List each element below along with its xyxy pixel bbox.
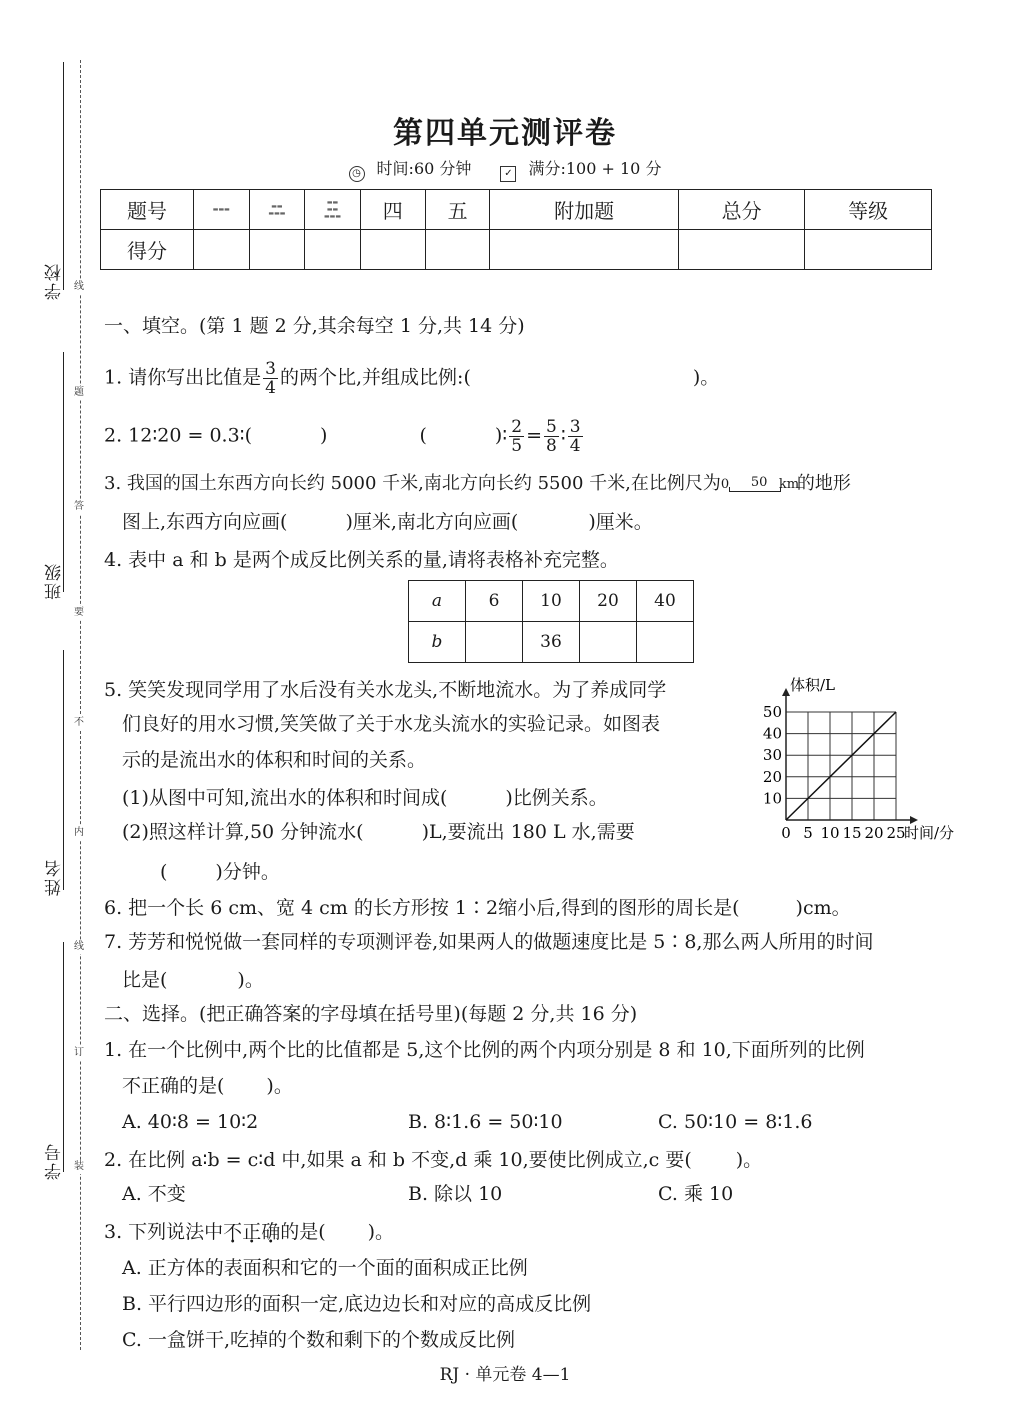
score-cell: 总分 — [678, 190, 805, 230]
fraction — [544, 418, 559, 455]
choice-q3-option-c[interactable]: C. 一盒饼干,吃掉的个数和剩下的个数成反比例 — [122, 1329, 515, 1351]
blurred-mark: ▬▬▬ — [212, 206, 230, 213]
blurred-mark: ▬▬ ▬▬▬ — [268, 202, 286, 217]
fill-q5-line2: 们良好的用水习惯,笑笑做了关于水龙头流水的实验记录。如图表 — [122, 713, 661, 735]
scale-zero: 0 — [720, 477, 730, 492]
fill-q5-sub2-cont — [160, 858, 280, 886]
score-cell-section3 — [305, 190, 361, 230]
fill-q4: 4. 表中 a 和 b 是两个成反比例关系的量,请将表格补充完整。 — [104, 549, 619, 571]
q-text: 1. 请你写出比值是 — [104, 366, 262, 389]
ab-cell: 6 — [466, 581, 523, 622]
y-tick-label: 20 — [762, 767, 782, 786]
q-text: )。 — [237, 969, 264, 991]
cut-char: 装 — [74, 1161, 84, 1172]
school-label: 学校 — [45, 262, 65, 300]
q-text: 3. 下列说法中 — [104, 1221, 224, 1243]
frac-num: 5 — [546, 417, 557, 437]
q-text: )。 — [367, 1221, 395, 1243]
fraction — [509, 418, 524, 455]
fraction — [568, 418, 583, 455]
score-cell: 附加题 — [490, 190, 678, 230]
x-tick-label: 5 — [803, 824, 813, 842]
ab-cell: 36 — [523, 622, 580, 663]
cut-char: 订 — [74, 1047, 84, 1058]
fill-q5-sub1 — [122, 784, 608, 812]
choice-q1-option-c[interactable]: C. 50∶10 = 8∶1.6 — [658, 1111, 813, 1133]
choice-q3 — [104, 1218, 394, 1246]
class-label: 班级 — [45, 562, 65, 600]
emphasis-char: 正 — [242, 1221, 262, 1243]
score-table — [100, 189, 932, 270]
score-input[interactable] — [805, 230, 932, 270]
q-text: )∶ — [494, 424, 508, 447]
emphasis-char: 确 — [261, 1221, 281, 1243]
q-text: )厘米。 — [588, 511, 653, 533]
cut-char: 要 — [74, 607, 84, 618]
ab-label: a — [409, 581, 466, 622]
score-input[interactable] — [249, 230, 305, 270]
blurred-mark: ▬▬ ▬▬ ▬▬▬ — [324, 199, 342, 220]
y-tick-label: 50 — [762, 703, 782, 721]
choice-q2-option-a[interactable]: A. 不变 — [122, 1183, 186, 1205]
q-text: )cm。 — [795, 897, 851, 919]
data-series-line — [786, 712, 896, 820]
q-text: )。 — [266, 1075, 293, 1097]
q-text: ( — [419, 424, 427, 447]
page-footer: RJ · 单元卷 4—1 — [439, 1365, 571, 1385]
frac-num: 3 — [265, 359, 276, 379]
q-text: )。 — [692, 366, 720, 389]
cut-char: 线 — [74, 941, 84, 952]
fill-q5-line3: 示的是流出水的体积和时间的关系。 — [122, 749, 427, 771]
choice-q1-option-b[interactable]: B. 8∶1.6 = 50∶10 — [408, 1111, 563, 1133]
time-info — [343, 159, 478, 178]
q-text: ) — [320, 424, 328, 447]
q-text: )。 — [735, 1149, 763, 1171]
ab-answer-cell[interactable] — [580, 622, 637, 663]
score-cell: 题号 — [101, 190, 194, 230]
score-input[interactable] — [678, 230, 805, 270]
section2-heading: 二、选择。(把正确答案的字母填在括号里)(每题 2 分,共 16 分) — [104, 1003, 638, 1025]
x-tick-label: 20 — [864, 824, 884, 842]
q-text: 2. 在比例 a∶b = c∶d 中,如果 a 和 b 不变,d 乘 10,要使比例成立,c 要( — [104, 1149, 692, 1171]
fill-q5-line1: 5. 笑笑发现同学用了水后没有关水龙头,不断地流水。为了养成同学 — [104, 679, 667, 701]
q-text: 的是( — [280, 1221, 326, 1243]
clock-icon: ◷ — [349, 166, 365, 182]
ab-cell: 40 — [637, 581, 694, 622]
score-cell-section2 — [249, 190, 305, 230]
choice-q3-option-b[interactable]: B. 平行四边形的面积一定,底边边长和对应的高成反比例 — [122, 1293, 592, 1315]
score-cell: 四 — [360, 190, 425, 230]
frac-den: 8 — [546, 436, 557, 456]
fill-q2 — [104, 418, 585, 455]
q-text: = — [526, 424, 542, 447]
fill-q6 — [104, 894, 851, 922]
class-line — [63, 352, 64, 592]
cut-char: 不 — [74, 717, 84, 728]
q-text: 6. 把一个长 6 cm、宽 4 cm 的长方形按 1∶2缩小后,得到的图形的周长是( — [104, 897, 740, 919]
q-text: (2)照这样计算,50 分钟流水( — [122, 821, 364, 843]
score-input[interactable] — [305, 230, 361, 270]
q-text: 的两个比,并组成比例:( — [280, 366, 471, 389]
frac-num: 3 — [569, 417, 581, 437]
choice-q1-option-a[interactable]: A. 40∶8 = 10∶2 — [122, 1111, 259, 1133]
name-label: 姓名 — [45, 858, 65, 896]
ab-row-b — [409, 622, 694, 663]
section1-heading: 一、填空。(第 1 题 2 分,其余每空 1 分,共 14 分) — [104, 315, 525, 337]
q-text: 图上,东西方向应画( — [122, 511, 288, 533]
q-text: )分钟。 — [215, 861, 280, 883]
fill-q7-line1: 7. 芳芳和悦悦做一套同样的专项测评卷,如果两人的做题速度比是 5∶8,那么两人所用的时间 — [104, 931, 874, 953]
ab-answer-cell[interactable] — [637, 622, 694, 663]
score-info — [494, 159, 667, 178]
score-cell: 等级 — [805, 190, 932, 230]
cut-char: 线 — [74, 281, 84, 292]
score-table-score-row — [101, 230, 932, 270]
frac-den: 4 — [569, 436, 581, 456]
q-text: )比例关系。 — [505, 787, 608, 809]
page-title: 第四单元测评卷 — [393, 116, 617, 151]
score-input[interactable] — [194, 230, 250, 270]
frac-den: 4 — [265, 378, 276, 398]
fraction — [263, 360, 278, 397]
score-cell: 五 — [425, 190, 490, 230]
score-input[interactable] — [490, 230, 678, 270]
q-text: 的地形 — [796, 473, 851, 494]
score-input[interactable] — [360, 230, 425, 270]
time-text: 时间:60 分钟 — [376, 159, 472, 178]
q-text: 2. 12∶20 = 0.3∶( — [104, 424, 253, 447]
x-axis-label: 时间/分 — [904, 824, 955, 842]
q-text: (1)从图中可知,流出水的体积和时间成( — [122, 787, 448, 809]
choice-q2-option-b[interactable]: B. 除以 10 — [408, 1183, 503, 1205]
score-table-header-row — [101, 190, 932, 230]
score-row-label: 得分 — [101, 230, 194, 270]
emphasis-char: 不 — [223, 1221, 243, 1243]
choice-q3-option-a[interactable]: A. 正方体的表面积和它的一个面的面积成正比例 — [122, 1257, 528, 1279]
cut-char: 题 — [74, 387, 84, 398]
y-axis-label: 体积/L — [790, 676, 836, 694]
y-tick-label: 10 — [762, 789, 782, 808]
choice-q2-option-c[interactable]: C. 乘 10 — [658, 1183, 734, 1205]
score-cell-section1 — [194, 190, 250, 230]
q-text: 比是( — [122, 969, 168, 991]
ab-cell: 10 — [523, 581, 580, 622]
y-tick-label: 30 — [762, 746, 782, 765]
choice-q2 — [104, 1146, 762, 1174]
score-input[interactable] — [425, 230, 490, 270]
scale-fifty: 50 — [750, 475, 768, 490]
x-tick-label: 10 — [820, 824, 840, 842]
cut-char: 答 — [74, 501, 84, 512]
q-text: )L,要流出 180 L 水,需要 — [421, 821, 635, 843]
scale-bar — [720, 473, 800, 495]
number-label: 学号 — [45, 1142, 65, 1180]
frac-den: 5 — [511, 436, 523, 456]
x-tick-label: 15 — [842, 824, 862, 842]
fill-q1 — [104, 360, 719, 397]
choice-q1-line2 — [122, 1072, 293, 1100]
ab-table — [408, 580, 694, 663]
fill-q3-line2 — [122, 508, 653, 536]
y-axis-arrow-icon — [782, 688, 790, 696]
q-text: 不正确的是( — [122, 1075, 225, 1097]
ab-cell: 20 — [580, 581, 637, 622]
q-text: ∶ — [560, 424, 566, 447]
checkbox-icon: ✓ — [500, 166, 516, 182]
frac-num: 2 — [511, 417, 523, 437]
name-line — [63, 650, 64, 890]
cut-line — [80, 60, 81, 1350]
full-score-text: 满分:100 + 10 分 — [528, 159, 662, 178]
ab-answer-cell[interactable] — [466, 622, 523, 663]
q-text: ( — [160, 861, 168, 883]
number-line — [63, 942, 64, 1172]
ab-label: b — [409, 622, 466, 663]
ab-row-a — [409, 581, 694, 622]
fill-q7-line2 — [122, 966, 264, 994]
x-tick-label: 0 — [781, 824, 791, 842]
cut-char: 内 — [74, 827, 84, 838]
q-text: )厘米,南北方向应画( — [345, 511, 519, 533]
choice-q1-line1: 1. 在一个比例中,两个比的比值都是 5,这个比例的两个内项分别是 8 和 10,下面所列的比例 — [104, 1039, 865, 1061]
scale-unit: km — [778, 477, 800, 492]
x-axis-arrow-icon — [910, 816, 918, 824]
volume-time-chart — [756, 672, 986, 850]
fill-q5-sub2 — [122, 818, 635, 846]
exam-meta — [0, 156, 1010, 182]
x-tick-label: 25 — [886, 824, 906, 842]
q-text: 3. 我国的国土东西方向长约 5000 千米,南北方向长约 5500 千米,在比例尺为 — [104, 473, 721, 494]
y-tick-label: 40 — [762, 724, 782, 743]
fill-q3-line1 — [104, 470, 851, 498]
